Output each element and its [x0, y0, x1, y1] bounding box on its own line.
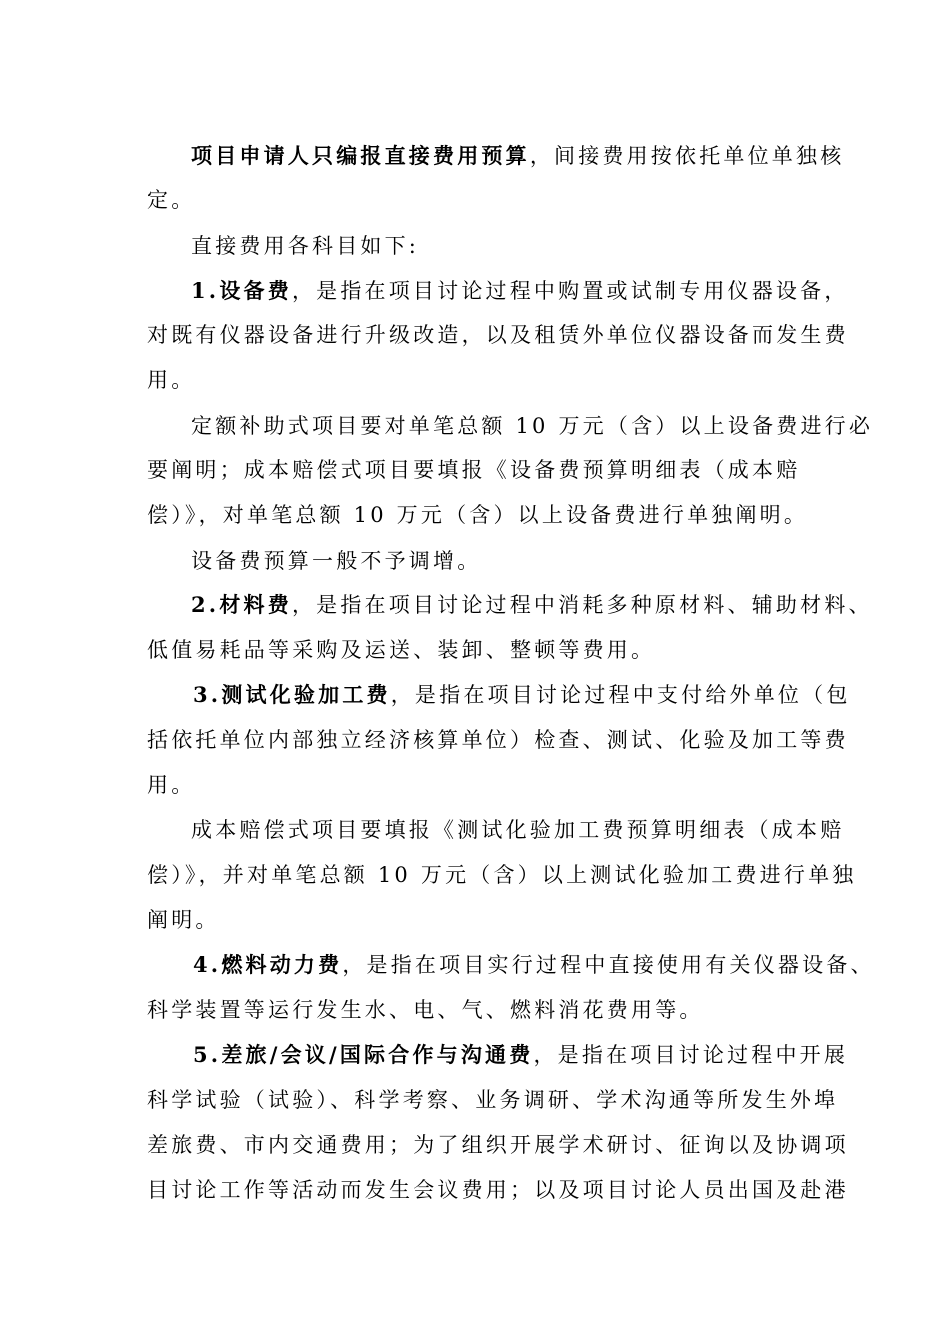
paragraph-line [147, 500, 808, 530]
paragraph-line [147, 770, 195, 800]
line-text: 低值易耗品等采购及运送、装卸、整顿等费用。 [147, 638, 656, 662]
line-text: 目讨论工作等活动而发生会议费用；以及项目讨论人员出国及赴港 [147, 1178, 849, 1202]
bold-term: 5.差旅/会议/国际合作与沟通费 [193, 1042, 534, 1067]
paragraph-line [193, 950, 875, 980]
paragraph-line [147, 1085, 838, 1115]
line-text: 括依托单位内部独立经济核算单位）检查、测试、化验及加工等费 [147, 728, 849, 752]
line-text: ，是指在项目讨论过程中消耗多种原材料、辅助材料、 [291, 593, 873, 617]
paragraph-line [191, 141, 844, 171]
paragraph-line [193, 1040, 848, 1070]
paragraph-line [191, 411, 873, 441]
paragraph-line [147, 725, 849, 755]
paragraph-line [147, 185, 195, 215]
line-text: 要阐明；成本赔偿式项目要填报《设备费预算明细表（成本赔 [147, 458, 801, 482]
paragraph-line [147, 995, 704, 1025]
line-text: ，是指在项目讨论过程中支付给外单位（包 [390, 683, 851, 707]
line-text: 阐明。 [147, 908, 220, 932]
paragraph-line [147, 860, 856, 890]
line-text: 用。 [147, 368, 196, 392]
line-text: 差旅费、市内交通费用；为了组织开展学术研讨、征询以及协调项 [147, 1133, 849, 1157]
line-text: ，是指在项目讨论过程中购置或试制专用仪器设备， [291, 279, 849, 303]
line-text: 定额补助式项目要对单笔总额 10 万元（含）以上设备费进行必 [191, 414, 874, 438]
paragraph-line [147, 1130, 849, 1160]
bold-term: 4.燃料动力费 [193, 952, 343, 977]
line-text: 定。 [147, 188, 196, 212]
paragraph-line [191, 276, 849, 306]
paragraph-line [147, 1175, 849, 1205]
line-text: ，是指在项目讨论过程中开展 [533, 1043, 849, 1067]
paragraph-line [147, 635, 655, 665]
bold-term: 3.测试化验加工费 [193, 682, 391, 707]
line-text: 科学试验（试验）、科学考察、业务调研、学术沟通等所发生外埠 [147, 1088, 839, 1112]
line-text: 偿）》，并对单笔总额 10 万元（含）以上测试化验加工费进行单独 [147, 863, 857, 887]
paragraph-line [147, 365, 195, 395]
line-text: ，间接费用按依托单位单独核 [529, 144, 845, 168]
line-text: 科学装置等运行发生水、电、气、燃料消花费用等。 [147, 998, 704, 1022]
bold-term: 1.设备费 [191, 278, 292, 303]
paragraph-line [191, 815, 844, 845]
paragraph-line [191, 590, 873, 620]
line-text: 设备费预算一般不予调增。 [191, 549, 482, 573]
paragraph-line [191, 231, 419, 261]
paragraph-line [193, 680, 851, 710]
bold-term: 2.材料费 [191, 592, 292, 617]
line-text: 用。 [147, 773, 196, 797]
paragraph-line [147, 905, 220, 935]
line-text: ，是指在项目实行过程中直接使用有关仪器设备、 [342, 953, 875, 977]
bold-term: 项目申请人只编报直接费用预算 [191, 143, 530, 168]
line-text: 直接费用各科目如下: [191, 234, 420, 258]
line-text: 对既有仪器设备进行升级改造，以及租赁外单位仪器设备而发生费 [147, 323, 849, 347]
paragraph-line [147, 455, 800, 485]
paragraph-line [191, 546, 481, 576]
line-text: 偿）》，对单笔总额 10 万元（含）以上设备费进行单独阐明。 [147, 503, 809, 527]
paragraph-line [147, 320, 849, 350]
line-text: 成本赔偿式项目要填报《测试化验加工费预算明细表（成本赔 [191, 818, 845, 842]
